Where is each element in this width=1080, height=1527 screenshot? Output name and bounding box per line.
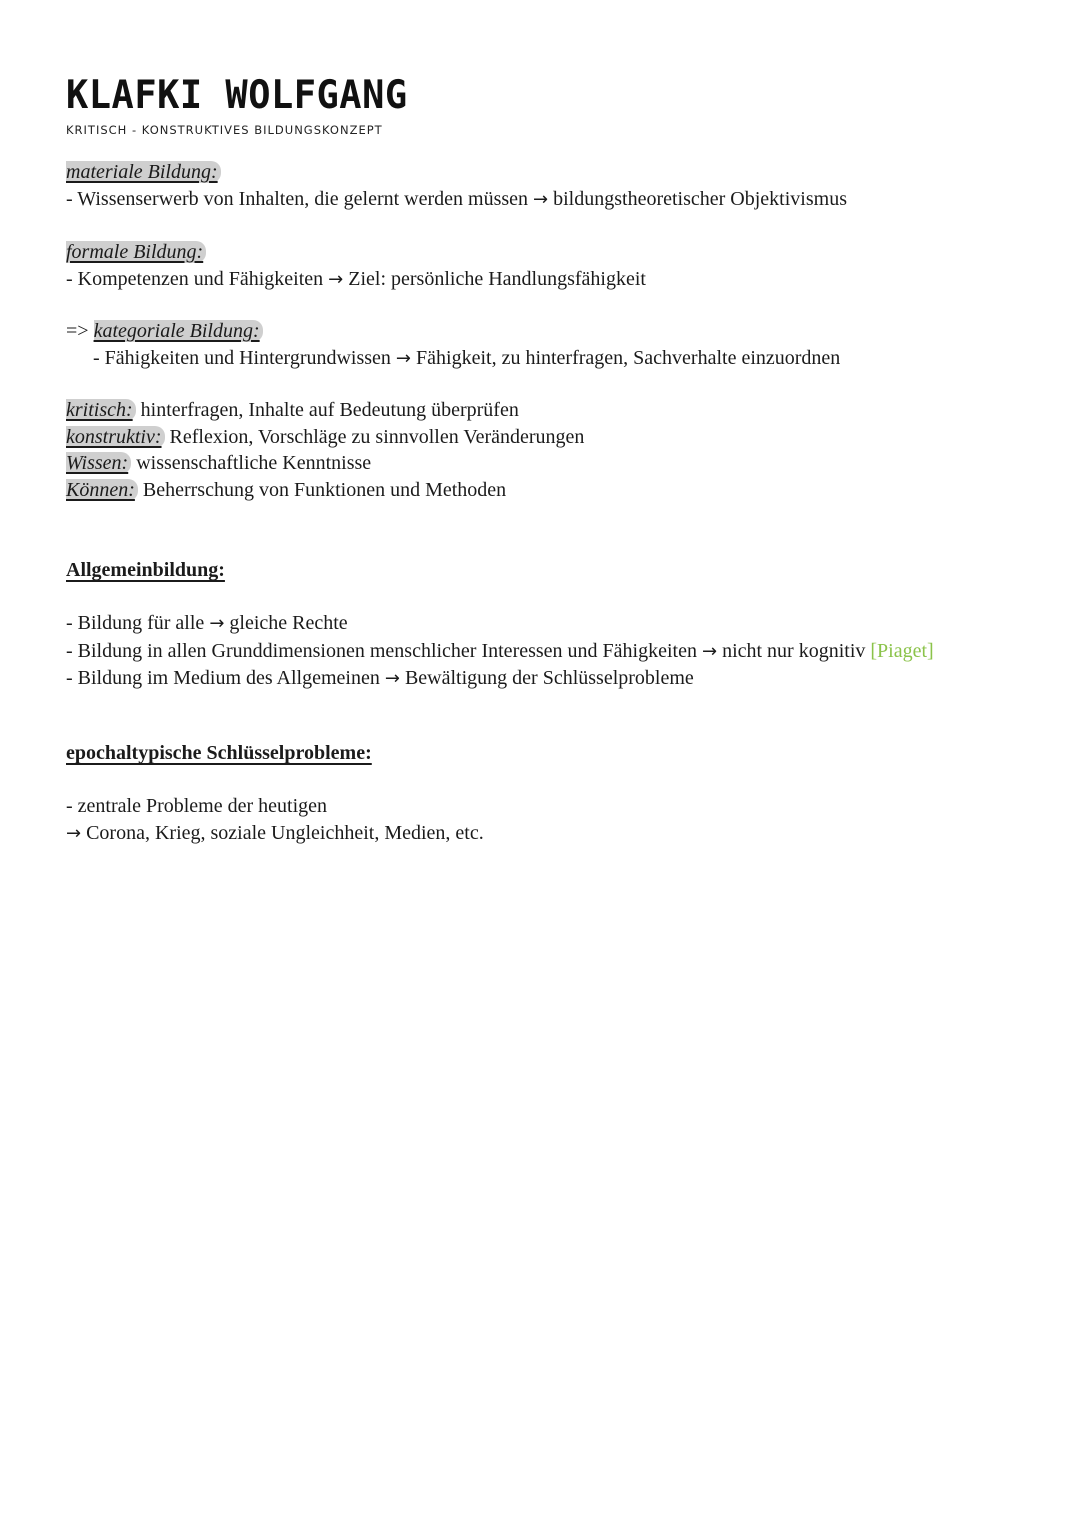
definition-item bbox=[66, 450, 1040, 477]
term-formale-bildung: formale Bildung: bbox=[66, 241, 206, 263]
schluesselprobleme-heading-block bbox=[66, 740, 1040, 767]
list-item bbox=[66, 820, 1040, 848]
kategoriale-text: - Fähigkeiten und Hintergrundwissen bbox=[93, 346, 391, 369]
definition-term: Können: bbox=[66, 479, 138, 501]
arrow-icon: → bbox=[701, 640, 718, 662]
arrow-icon: → bbox=[66, 822, 82, 844]
list-item bbox=[66, 665, 1040, 693]
list-item-text: - zentrale Probleme der heutigen bbox=[66, 795, 327, 817]
definition-text: wissenschaftliche Kenntnisse bbox=[136, 452, 372, 474]
list-item-result: gleiche Rechte bbox=[229, 612, 348, 634]
list-item bbox=[66, 793, 1040, 820]
list-item-text: - Bildung im Medium des Allgemeinen bbox=[66, 667, 380, 689]
list-item bbox=[66, 638, 1040, 666]
formale-result: Ziel: persönliche Handlungsfähigkeit bbox=[348, 267, 646, 290]
definition-item bbox=[66, 397, 1040, 424]
arrow-icon: → bbox=[328, 268, 344, 290]
list-item-text: - Bildung für alle bbox=[66, 612, 205, 634]
definition-item bbox=[66, 477, 1040, 504]
list-item-text: - Bildung in allen Grunddimensionen menschlicher Interessen und Fähigkeiten bbox=[66, 639, 697, 662]
term-kategoriale-bildung: kategoriale Bildung: bbox=[94, 320, 263, 342]
page-title: KLAFKI WOLFGANG bbox=[66, 72, 408, 118]
allgemeinbildung-list bbox=[66, 610, 1040, 693]
arrow-icon: → bbox=[384, 668, 400, 689]
definition-term: Wissen: bbox=[66, 452, 131, 474]
schluesselprobleme-heading: epochaltypische Schlüsselprobleme: bbox=[66, 742, 372, 764]
definition-term: konstruktiv: bbox=[66, 426, 165, 448]
arrow-icon: → bbox=[395, 347, 412, 369]
term-materiale-bildung: materiale Bildung: bbox=[66, 161, 221, 183]
piaget-reference: [Piaget] bbox=[870, 639, 934, 662]
allgemeinbildung-heading-block bbox=[66, 557, 1040, 584]
list-item-result: nicht nur kognitiv bbox=[722, 639, 866, 662]
list-item-result: Bewältigung der Schlüsselprobleme bbox=[404, 667, 694, 689]
allgemeinbildung-heading: Allgemeinbildung: bbox=[66, 559, 225, 581]
materiale-bildung-section bbox=[66, 159, 1040, 213]
arrow-icon: → bbox=[533, 188, 549, 210]
list-item bbox=[66, 610, 1040, 638]
schluesselprobleme-list bbox=[66, 793, 1040, 847]
formale-bildung-section bbox=[66, 239, 1040, 293]
definitions-list bbox=[66, 397, 1040, 503]
arrow-icon: → bbox=[209, 613, 225, 634]
kategoriale-result: Fähigkeit, zu hinterfragen, Sachverhalte einzuordnen bbox=[416, 346, 841, 369]
kategoriale-bildung-section bbox=[66, 318, 1040, 372]
materiale-result: bildungstheoretischer Objektivismus bbox=[553, 187, 847, 210]
definition-text: Reflexion, Vorschläge zu sinnvollen Veränderungen bbox=[169, 425, 585, 448]
definition-text: Beherrschung von Funktionen und Methoden bbox=[142, 478, 507, 501]
list-item-text: Corona, Krieg, soziale Ungleichheit, Medien, etc. bbox=[86, 821, 484, 844]
page-subtitle: KRITISCH - KONSTRUKTIVES BILDUNGSKONZEPT bbox=[66, 123, 383, 137]
formale-text: - Kompetenzen und Fähigkeiten bbox=[66, 267, 324, 290]
materiale-text: - Wissenserwerb von Inhalten, die gelernt werden müssen bbox=[66, 187, 529, 210]
definition-item bbox=[66, 424, 1040, 451]
definition-term: kritisch: bbox=[66, 399, 136, 421]
implies-prefix: => bbox=[66, 320, 89, 342]
definition-text: hinterfragen, Inhalte auf Bedeutung überprüfen bbox=[140, 399, 519, 421]
